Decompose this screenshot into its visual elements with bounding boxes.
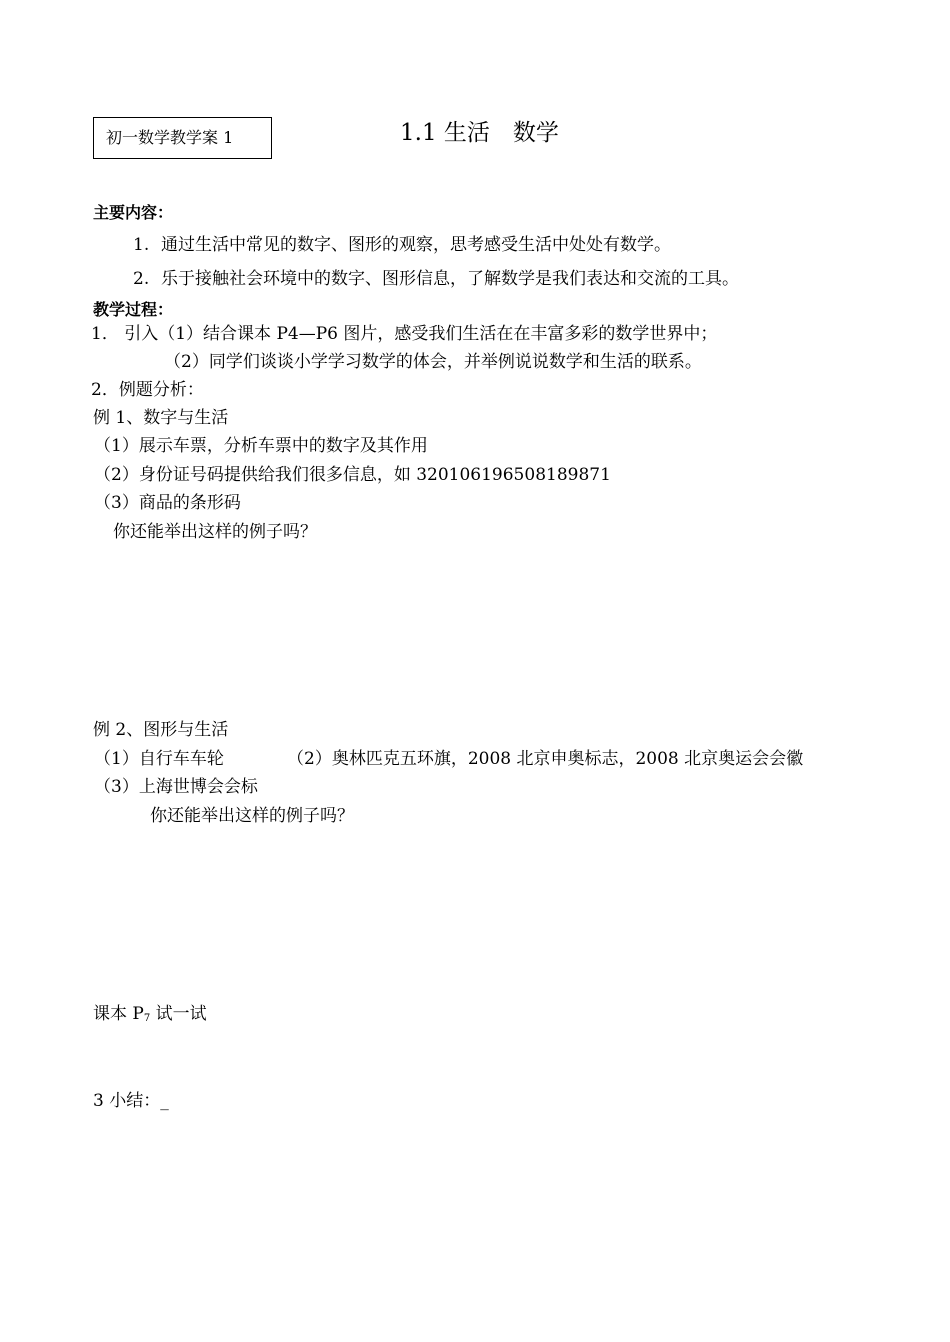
textbook-try-page: 7 (143, 1013, 151, 1024)
example1-question: 你还能举出这样的例子吗？ (113, 522, 317, 542)
step2-heading: 2．例题分析： (91, 380, 204, 400)
example2-question: 你还能举出这样的例子吗？ (150, 806, 354, 826)
example1-title: 例 1、数字与生活 (93, 408, 229, 428)
case-label-box: 初一数学教学案 1 (93, 117, 272, 159)
summary-line: 3 小结：_ (93, 1091, 169, 1111)
textbook-try (93, 1003, 207, 1030)
example2-title: 例 2、图形与生活 (93, 720, 229, 740)
item-number: 1. (133, 235, 150, 255)
process-heading: 教学过程： (93, 300, 174, 319)
example1-line-1: （1）展示车票，分析车票中的数字及其作用 (94, 436, 428, 456)
step1-line1: 1． 引入（1）结合课本 P4—P6 图片，感受我们生活在在丰富多彩的数学世界中； (91, 324, 718, 344)
textbook-try-pre: 课本 P (93, 1004, 144, 1024)
example1-line-3: （3）商品的条形码 (94, 493, 241, 513)
item-text: 乐于接触社会环境中的数字、图形信息，了解数学是我们表达和交流的工具。 (161, 269, 739, 289)
example1-line-2: （2）身份证号码提供给我们很多信息，如 320106196508189871 (94, 465, 611, 485)
example2-line-1a: （1）自行车车轮 (94, 749, 224, 769)
example2-line-2: （3）上海世博会会标 (94, 777, 258, 797)
main-content-item-2 (133, 268, 739, 290)
item-text: 通过生活中常见的数字、图形的观察，思考感受生活中处处有数学。 (161, 235, 671, 255)
textbook-try-post: 试一试 (150, 1004, 207, 1024)
main-content-heading: 主要内容： (93, 203, 174, 222)
page-title: 1.1 生活 数学 (400, 120, 559, 146)
step1-line2: （2）同学们谈谈小学学习数学的体会，并举例说说数学和生活的联系。 (164, 352, 702, 372)
example2-line-1b: （2）奥林匹克五环旗，2008 北京申奥标志，2008 北京奥运会会徽 (287, 749, 804, 769)
main-content-item-1 (133, 234, 671, 256)
item-number: 2. (133, 269, 150, 289)
